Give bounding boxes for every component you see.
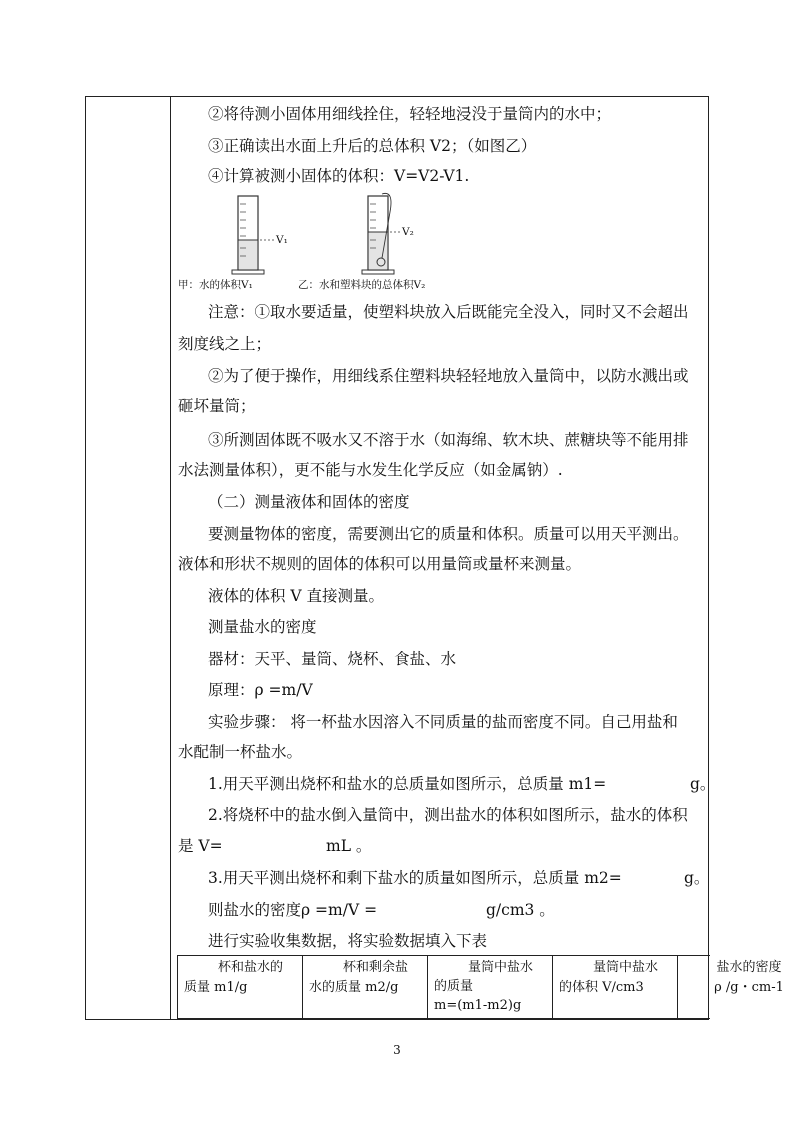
step-2-unit: mL 。 [326,837,372,855]
header-density-line-2: ρ /g・cm-1 [714,980,784,995]
density-unit: g/cm3 。 [486,901,555,919]
equipment-text: 器材：天平、量筒、烧杯、食盐、水 [208,650,457,668]
procedure-line-1: 实验步骤： 将一杯盐水因溶入不同质量的盐而密度不同。自己用盐和 [208,713,678,731]
intro-line-2: 液体和形状不规则的固体的体积可以用量筒或量杯来测量。 [178,555,582,573]
header-cell-mass [428,956,552,1018]
intro-line-1: 要测量物体的密度，需要测出它的质量和体积。质量可以用天平测出。 [208,525,689,543]
note-1-line-2: 刻度线之上； [178,335,272,353]
note-2-line-1: ②为了便于操作，用细线系住塑料块轻轻地放入量筒中，以防水溅出或 [208,367,689,385]
step-3-text: 3.用天平测出烧杯和剩下盐水的质量如图所示，总质量 m2= [208,869,622,887]
header-m2-line-1: 杯和剩余盐 [343,960,409,975]
header-mass-line-1: 量筒中盐水 [468,960,534,975]
page-number: 3 [393,1043,401,1057]
step-2-line-1: 2.将烧杯中的盐水倒入量筒中，测出盐水的体积如图所示，盐水的体积 [208,806,688,824]
measure-title: 测量盐水的密度 [208,618,317,636]
note-1-line-1: 注意：①取水要适量，使塑料块放入后既能完全没入，同时又不会超出 [208,303,689,321]
header-mass-line-2: 的质量 [434,979,474,994]
caption-b: 乙：水和塑料块的总体积V₂ [298,279,426,291]
note-2-line-2: 砸坏量筒； [178,397,256,415]
step-1-text: 1.用天平测出烧杯和盐水的总质量如图所示，总质量 m1= [208,775,607,793]
header-volume-line-1: 量筒中盐水 [593,960,659,975]
principle-text: 原理：ρ =m/V [208,681,313,699]
caption-a: 甲：水的体积V₁ [178,279,253,291]
note-3-line-1: ③所测固体既不吸水又不溶于水（如海绵、软木块、蔗糖块等不能用排 [208,431,689,449]
procedure-line-2: 水配制一杯盐水。 [178,743,303,761]
left-column-divider [170,96,171,1020]
header-m1-line-2: 质量 m1/g [184,980,248,995]
table-intro: 进行实验收集数据，将实验数据填入下表 [208,932,488,950]
header-m1-line-1: 杯和盐水的 [218,960,284,975]
step-4-text: ④计算被测小固体的体积：V=V2-V1. [208,167,470,185]
header-m2-line-2: 水的质量 m2/g [309,980,399,995]
header-cell-volume [553,956,677,1018]
note-3-line-2: 水法测量体积），更不能与水发生化学反应（如金属钠）. [178,461,563,479]
step-3-unit: g。 [684,869,710,887]
step-2-line-2: 是 V= [178,837,223,855]
step-1-unit: g。 [690,775,716,793]
header-cell-m2 [303,956,427,1018]
header-volume-line-2: 的体积 V/cm3 [559,980,644,995]
density-text: 则盐水的密度ρ =m/V = [208,901,378,919]
header-cell-m1 [178,956,302,1018]
header-cell-density [704,956,794,1018]
step-3-text: ③正确读出水面上升后的总体积 V2；（如图乙） [208,137,537,155]
label-v1: V₁ [276,234,288,246]
data-table-divider-4 [677,955,678,1019]
label-v2: V₂ [402,226,414,238]
step-2-text: ②将待测小固体用细线拴住，轻轻地浸没于量筒内的水中； [208,105,612,123]
header-mass-line-3: m=(m1-m2)g [434,998,522,1013]
liquid-volume-text: 液体的体积 V 直接测量。 [208,587,385,605]
header-density-line-1: 盐水的密度 [716,960,782,975]
data-table-bottom-border [177,1018,710,1019]
section-title: （二）测量液体和固体的密度 [208,493,410,511]
